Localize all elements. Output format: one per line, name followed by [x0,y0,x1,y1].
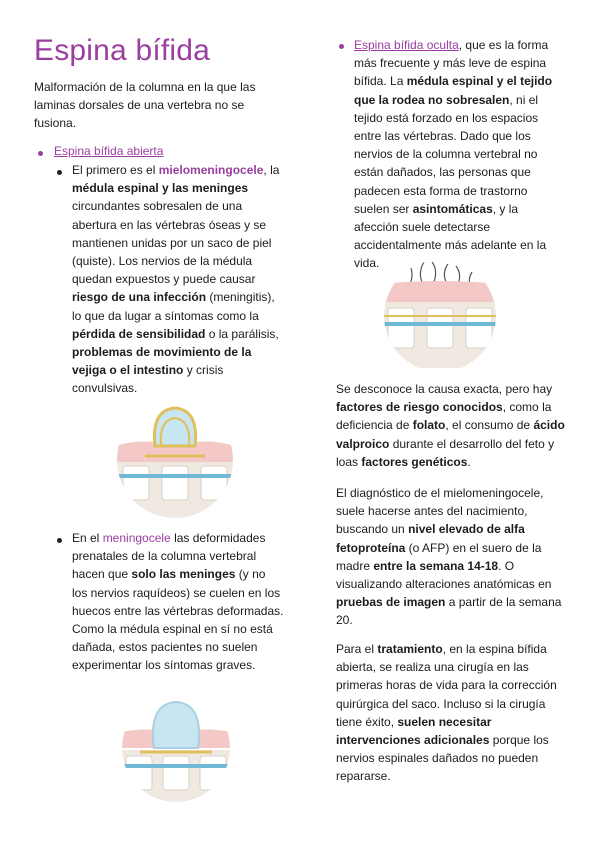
heading-espina-oculta[interactable]: Espina bífida oculta [354,38,459,52]
bullet-dot [57,538,62,543]
vertebra [126,756,152,790]
term-mielomeningocele: mielomeningocele [158,163,264,177]
meningocele-illustration [120,692,232,804]
paragraph-espina-oculta: Espina bífida oculta, que es la forma más frecuente y más leve de espina bífida. La médula espinal y el tejido que la rodea no sobresalen, ni el tejido está forzado en los espacios entre las vértebras. Dado que los nervios de la columna vertebral no están dañados, las personas que padecen esta forma de trastorno suelen ser asintomáticas, y la afección suele detectarse accidentalmente más adelante en la vida. [354,38,553,271]
disc [380,322,500,326]
disc [115,474,235,478]
myelomeningocele-illustration [115,400,235,520]
bullet-dot [339,44,344,49]
sac [153,702,199,748]
intro-text: Malformación de la columna en la que las laminas dorsales de una vertebra no se fusiona. [34,80,256,130]
paragraph-meningocele: En el meningocele las deformidades prenatales de la columna vertebral hacen que solo las meninges (y no los nervios raquídeos) se cuelen en los huecos entre las vértebras deformadas. Como la médula espinal en sí no está dañada, estos pacientes no suelen experimentar los síntomas graves. [72,531,284,673]
paragraph-tratamiento: Para el tratamiento, en la espina bífida abierta, se realiza una cirugía en las primeras horas de vida para la corrección quirúrgica del saco. Incluso si la cirugía tiene éxito, suelen necesitar intervenciones adicionales porque los nervios espinales dañados no pueden repararse. [336,642,557,784]
paragraph-causa: Se desconoce la causa exacta, pero hay factores de riesgo conocidos, como la deficiencia de folato, el consumo de ácido valproico durante el desarrollo del feto y loas factores genéticos. [336,382,565,469]
vertebra [466,308,492,348]
vertebra [388,308,414,348]
disc [120,764,232,768]
vertebra [163,756,189,790]
heading-espina-abierta[interactable]: Espina bífida abierta [54,144,164,158]
paragraph-diagnostico: El diagnóstico de el mielomeningocele, suele hacerse antes del nacimiento, buscando un nivel elevado de alfa fetoproteína (o AFP) en el suero de la madre entre la semana 14-18. O visualizando alteraciones anatómicas en pruebas de imagen a partir de la semana 20. [336,486,562,628]
vertebra [200,756,226,790]
vertebra [201,466,227,500]
occulta-illustration [380,258,500,368]
vertebra [427,308,453,348]
page-title: Espina bífida [34,34,211,67]
term-meningocele: meningocele [102,531,171,545]
skin-layer [380,281,500,302]
vertebra [123,466,149,500]
bullet-dot [57,170,62,175]
paragraph-mielomeningocele: El primero es el mielomeningocele, la médula espinal y las meninges circundantes sobresalen de una abertura en las vértebras óseas y se mantienen unidas por un saco de piel (quiste). Los nervios de la médula quedan expuestos y puede causar riesgo de una infección (meningitis), lo que da lugar a síntomas como la pérdida de sensibilidad o la parálisis, problemas de movimiento de la vejiga o el intestino y crisis convulsivas. [72,163,280,396]
vertebra [162,466,188,500]
bullet-dot [38,151,43,156]
